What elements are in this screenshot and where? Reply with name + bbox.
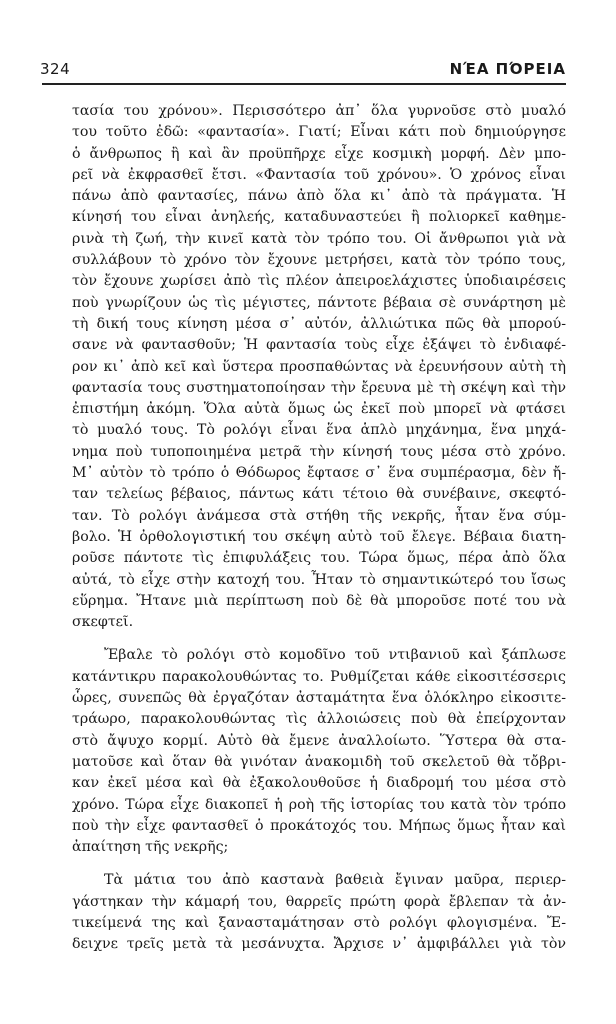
body-text	[72, 101, 566, 956]
page-number: 324	[40, 60, 71, 78]
text-line: συλλάβουν τὸ χρόνο τὸν ἔχουνε μετρήσει, κατὰ τὸν τρόπο τους,	[72, 252, 566, 269]
text-line: ἐπιστήμη ἀκόμη. Ὅλα αὐτὰ ὅμως ὡς ἐκεῖ ποὺ μπορεῖ νὰ φτάσει	[72, 401, 566, 418]
text-line: ἀπαίτηση τῆς νεκρῆς;	[72, 839, 229, 856]
paragraph-gap	[72, 858, 566, 870]
text-line: του τοῦτο ἐδῶ: «φαντασία». Γιατί; Εἶναι κάτι ποὺ δημιούργησε	[72, 124, 566, 141]
text-line: τράωρο, παρακολουθώντας τὶς ἀλλοιώσεις ποὺ θὰ ἐπείρχονταν	[72, 711, 566, 728]
text-line: τὴ δική τους κίνηση μέσα σ᾿ αὐτόν, ἀλλιώτικα πῶς θὰ μπορού-	[72, 315, 566, 332]
paragraph-3	[72, 870, 566, 955]
text-line: πάνω ἀπὸ φαντασίες, πάνω ἀπὸ ὅλα κι᾿ ἀπὸ τὰ πράγματα. Ἡ	[72, 188, 566, 205]
text-line: τικείμενά της καὶ ξανασταμάτησαν στὸ ρολόγι φλογισμένα. Ἔ-	[72, 914, 566, 931]
paragraph-gap	[72, 633, 566, 645]
header-rule	[42, 83, 566, 85]
text-line: βολο. Ἡ ὀρθολογιστική του σκέψη αὐτὸ τοῦ ἔλεγε. Βέβαια διατη-	[72, 528, 566, 545]
text-line: ρεῖ νὰ ἐκφρασθεῖ ἔτσι. «Φαντασία τοῦ χρόνου». Ὁ χρόνος εἶναι	[72, 166, 566, 183]
text-line: εὕρημα. Ἤτανε μιὰ περίπτωση ποὺ δὲ θὰ μποροῦσε ποτέ του νὰ	[72, 592, 566, 609]
text-line: γάστηκαν τὴν κάμαρή του, θαρρεῖς πρώτη φορὰ ἔβλεπαν τὰ ἀν-	[72, 893, 566, 910]
paragraph-1	[72, 101, 566, 633]
text-line: κίνησή του εἶναι ἀνηλεής, καταδυναστεύει ἢ πολιορκεῖ καθημε-	[72, 209, 566, 226]
text-line: χρόνο. Τώρα εἶχε διακοπεῖ ἡ ροὴ τῆς ἱστορίας του κατὰ τὸν τρόπο	[72, 796, 566, 813]
text-line: Μ᾿ αὐτὸν τὸ τρόπο ὁ Θόδωρος ἔφτασε σ᾿ ἕνα συμπέρασμα, δὲν ἤ-	[72, 465, 566, 482]
text-line: στὸ ἄψυχο κορμί. Αὐτὸ θὰ ἔμενε ἀναλλοίωτο. Ὕστερα θὰ στα-	[72, 732, 566, 749]
text-line: ποὺ τὴν εἶχε φαντασθεῖ ὁ προκάτοχός του. Μήπως ὅμως ἦταν καὶ	[72, 817, 566, 834]
text-line: ὁ ἄνθρωπος ἢ καὶ ἂν προϋπῆρχε εἶχε κοσμικὴ μορφή. Δὲν μπο-	[72, 145, 566, 162]
text-line: Τὰ μάτια του ἀπὸ καστανὰ βαθειὰ ἔγιναν μαῦρα, περιερ-	[104, 872, 566, 889]
text-line: σκεφτεῖ.	[72, 614, 134, 631]
text-line: αὐτά, τὸ εἶχε στὴν κατοχή του. Ἦταν τὸ σημαντικώτερό του ἴσως	[72, 571, 566, 588]
text-line: Ἔβαλε τὸ ρολόγι στὸ κομοδῖνο τοῦ ντιβανιοῦ καὶ ξάπλωσε	[104, 647, 566, 664]
text-line: ματοῦσε καὶ ὅταν θὰ γινόταν ἀνακομιδὴ τοῦ σκελετοῦ θὰ τὄβρι-	[72, 753, 566, 770]
text-line: νημα ποὺ τυποποιημένα μετρᾶ τὴν κίνησή τους μέσα στὸ χρόνο.	[72, 443, 566, 460]
running-title: ΝΈΑ ΠΌΡΕΙΑ	[449, 60, 566, 78]
text-line: ποὺ γνωρίζουν ὡς τὶς μέγιστες, πάντοτε βέβαια σὲ συνάρτηση μὲ	[72, 294, 566, 311]
text-line: σανε νὰ φαντασθοῦν; Ἡ φαντασία τοὺς εἶχε ἐξάψει τὸ ἐνδιαφέ-	[72, 337, 566, 354]
text-line: ταν τελείως βέβαιος, πάντως κάτι τέτοιο θὰ συνέβαινε, σκεφτό-	[72, 486, 566, 503]
paragraph-2	[72, 645, 566, 858]
text-line: ρινὰ τὴ ζωή, τὴν κινεῖ κατὰ τὸν τρόπο του. Οἱ ἄνθρωποι γιὰ νὰ	[72, 230, 566, 247]
text-line: καν ἐκεῖ μέσα καὶ θὰ ἐξακολουθοῦσε ἡ διαδρομή του μέσα στὸ	[72, 775, 566, 792]
text-line: ταν. Τὸ ρολόγι ἀνάμεσα στὰ στήθη τῆς νεκρῆς, ἦταν ἕνα σύμ-	[72, 507, 566, 524]
text-line: δειχνε τρεῖς μετὰ τὰ μεσάνυχτα. Ἄρχισε ν᾿ ἀμφιβάλλει γιὰ τὸν	[72, 936, 566, 953]
text-line: ροῦσε πάντοτε τὶς ἐπιφυλάξεις του. Τώρα ὅμως, πέρα ἀπὸ ὅλα	[72, 550, 566, 567]
text-line: τὸν ἔχουνε χωρίσει ἀπὸ τὶς πλέον ἀπειροελάχιστες ὑποδιαιρέσεις	[72, 273, 566, 290]
text-line: ρον κι᾿ ἀπὸ κεῖ καὶ ὕστερα προσπαθώντας νὰ ἐρευνήσουν αὐτὴ τὴ	[72, 358, 566, 375]
text-line: τὸ μυαλό τους. Τὸ ρολόγι εἶναι ἕνα ἁπλὸ μηχάνημα, ἕνα μηχά-	[72, 422, 566, 439]
text-line: τασία του χρόνου». Περισσότερο ἀπ᾿ ὅλα γυρνοῦσε στὸ μυαλό	[72, 103, 566, 119]
text-line: ὧρες, συνεπῶς θὰ ἐργαζόταν ἀσταμάτητα ἕνα ὁλόκληρο εἰκοσιτε-	[72, 690, 566, 707]
text-line: φαντασία τους συστηματοποίησαν τὴν ἔρευνα μὲ τὴ σκέψη καὶ τὴν	[72, 379, 566, 396]
text-line: κατάντικρυ παρακολουθώντας το. Ρυθμίζεται κάθε εἰκοσιτέσσερις	[72, 668, 566, 685]
